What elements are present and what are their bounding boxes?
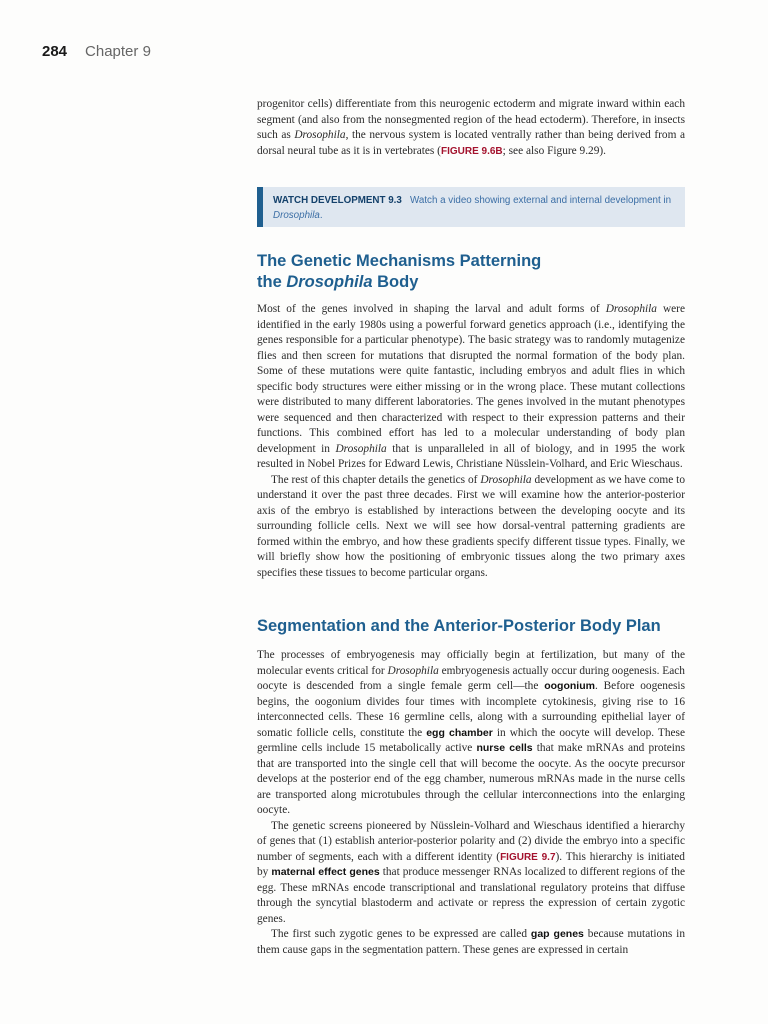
paragraph-gap-genes: The first such zygotic genes to be expressed are called gap genes because mutations in them cause gaps in the segmentation pattern. These genes are expressed in certain [257,928,685,956]
chapter-label: Chapter 9 [85,43,151,60]
genetics-block [257,302,685,581]
term-gap-genes: gap genes [530,928,584,940]
intro-paragraph: progenitor cells) differentiate from this neurogenic ectoderm and migrate inward within each segment (and also from the nonsegmented region of the head ectoderm). Therefore, in insects such as Drosophila, the nervous system is located ventrally rather than being derived from a dorsal neural tube as it is in vertebrates (FIGURE 9.6B; see also Figure 9.29). [257,98,685,157]
paragraph-genes-identified: Most of the genes involved in shaping the larval and adult forms of Drosophila were identified in the early 1980s using a powerful forward genetics approach (i.e., identifying the genes responsible for a particular phenotype). The basic strategy was to randomly mutagenize flies and then screen for mutations that disrupted the normal formation of the body plan. Some of these mutations were quite fantastic, including embryos and adult flies in which specific body structures were either missing or in the wrong place. These mutant collections were distributed to many different laboratories. The genes involved in the mutant phenotypes were sequenced and then characterized with respect to their expression patterns and their functions. This combined effort has led to a molecular understanding of body plan development in Drosophila that is unparalleled in all of biology, and in 1995 the work resulted in Nobel Prizes for Edward Lewis, Christiane Nüsslein-Volhard, and Eric Wieschaus. [257,303,685,470]
page-number: 284 [42,43,68,60]
section-heading-genetic-mechanisms: The Genetic Mechanisms Patterning the Drosophila Body [257,252,542,291]
figure-ref-9-6b[interactable]: FIGURE 9.6B [440,145,503,157]
term-nurse-cells: nurse cells [476,742,533,754]
watch-development-box[interactable]: WATCH DEVELOPMENT 9.3 Watch a video showing external and internal development in Drosophila. [257,187,685,227]
segmentation-block [257,648,685,958]
term-oogonium: oogonium [544,680,595,692]
paragraph-chapter-overview: The rest of this chapter details the genetics of Drosophila development as we have come to understand it over the past three decades. First we will examine how the anterior-posterior axis of the embryo is established by interactions between the developing oocyte and its surrounding follicle cells. Next we will see how dorsal-ventral patterning gradients are formed within the embryo, and how these gradients specify different tissue types. Finally, we will briefly show how the positioning of embryonic tissues along the two primary axes specifies these tissues to become particular organs. [257,473,685,579]
section-heading-segmentation: Segmentation and the Anterior-Posterior Body Plan [257,617,661,635]
paragraph-genetic-screens: The genetic screens pioneered by Nüsslein-Volhard and Wieschaus identified a hierarchy of genes that (1) establish anterior-posterior polarity and (2) divide the embryo into a specific number of segments, each with a different identity (FIGURE 9.7). This hierarchy is initiated by maternal effect genes that produce messenger RNAs localized to different regions of the egg. These mRNAs encode transcriptional and translational regulatory proteins that diffuse through the syncytial blastoderm and activate or repress the expression of certain zygotic genes. [257,819,685,925]
watch-label: WATCH DEVELOPMENT 9.3 [273,195,402,206]
term-maternal-effect-genes: maternal effect genes [271,866,380,878]
paragraph-oogenesis: The processes of embryogenesis may officially begin at fertilization, but many of the molecular events critical for Drosophila embryogenesis actually occur during oogenesis. Each oocyte is descended from a single female germ cell—the oogonium. Before oogenesis begins, the oogonium divides four times with incomplete cytokinesis, giving rise to 16 interconnected cells. These 16 germline cells, along with a surrounding epithelial layer of somatic follicle cells, constitute the egg chamber in which the oocyte will develop. These germline cells include 15 metabolically active nurse cells that make mRNAs and proteins that are transported into the single cell that will become the oocyte. As the oocyte precursor develops at the posterior end of the egg chamber, numerous mRNAs made in the nurse cells are transported along microtubules through the cellular interconnections into the enlarging oocyte. [257,649,685,816]
intro-paragraph-block [257,97,685,159]
running-head [42,43,151,61]
figure-ref-9-7[interactable]: FIGURE 9.7 [500,851,556,863]
watch-text: Watch a video showing external and internal development in [410,195,672,206]
term-egg-chamber: egg chamber [426,726,493,739]
